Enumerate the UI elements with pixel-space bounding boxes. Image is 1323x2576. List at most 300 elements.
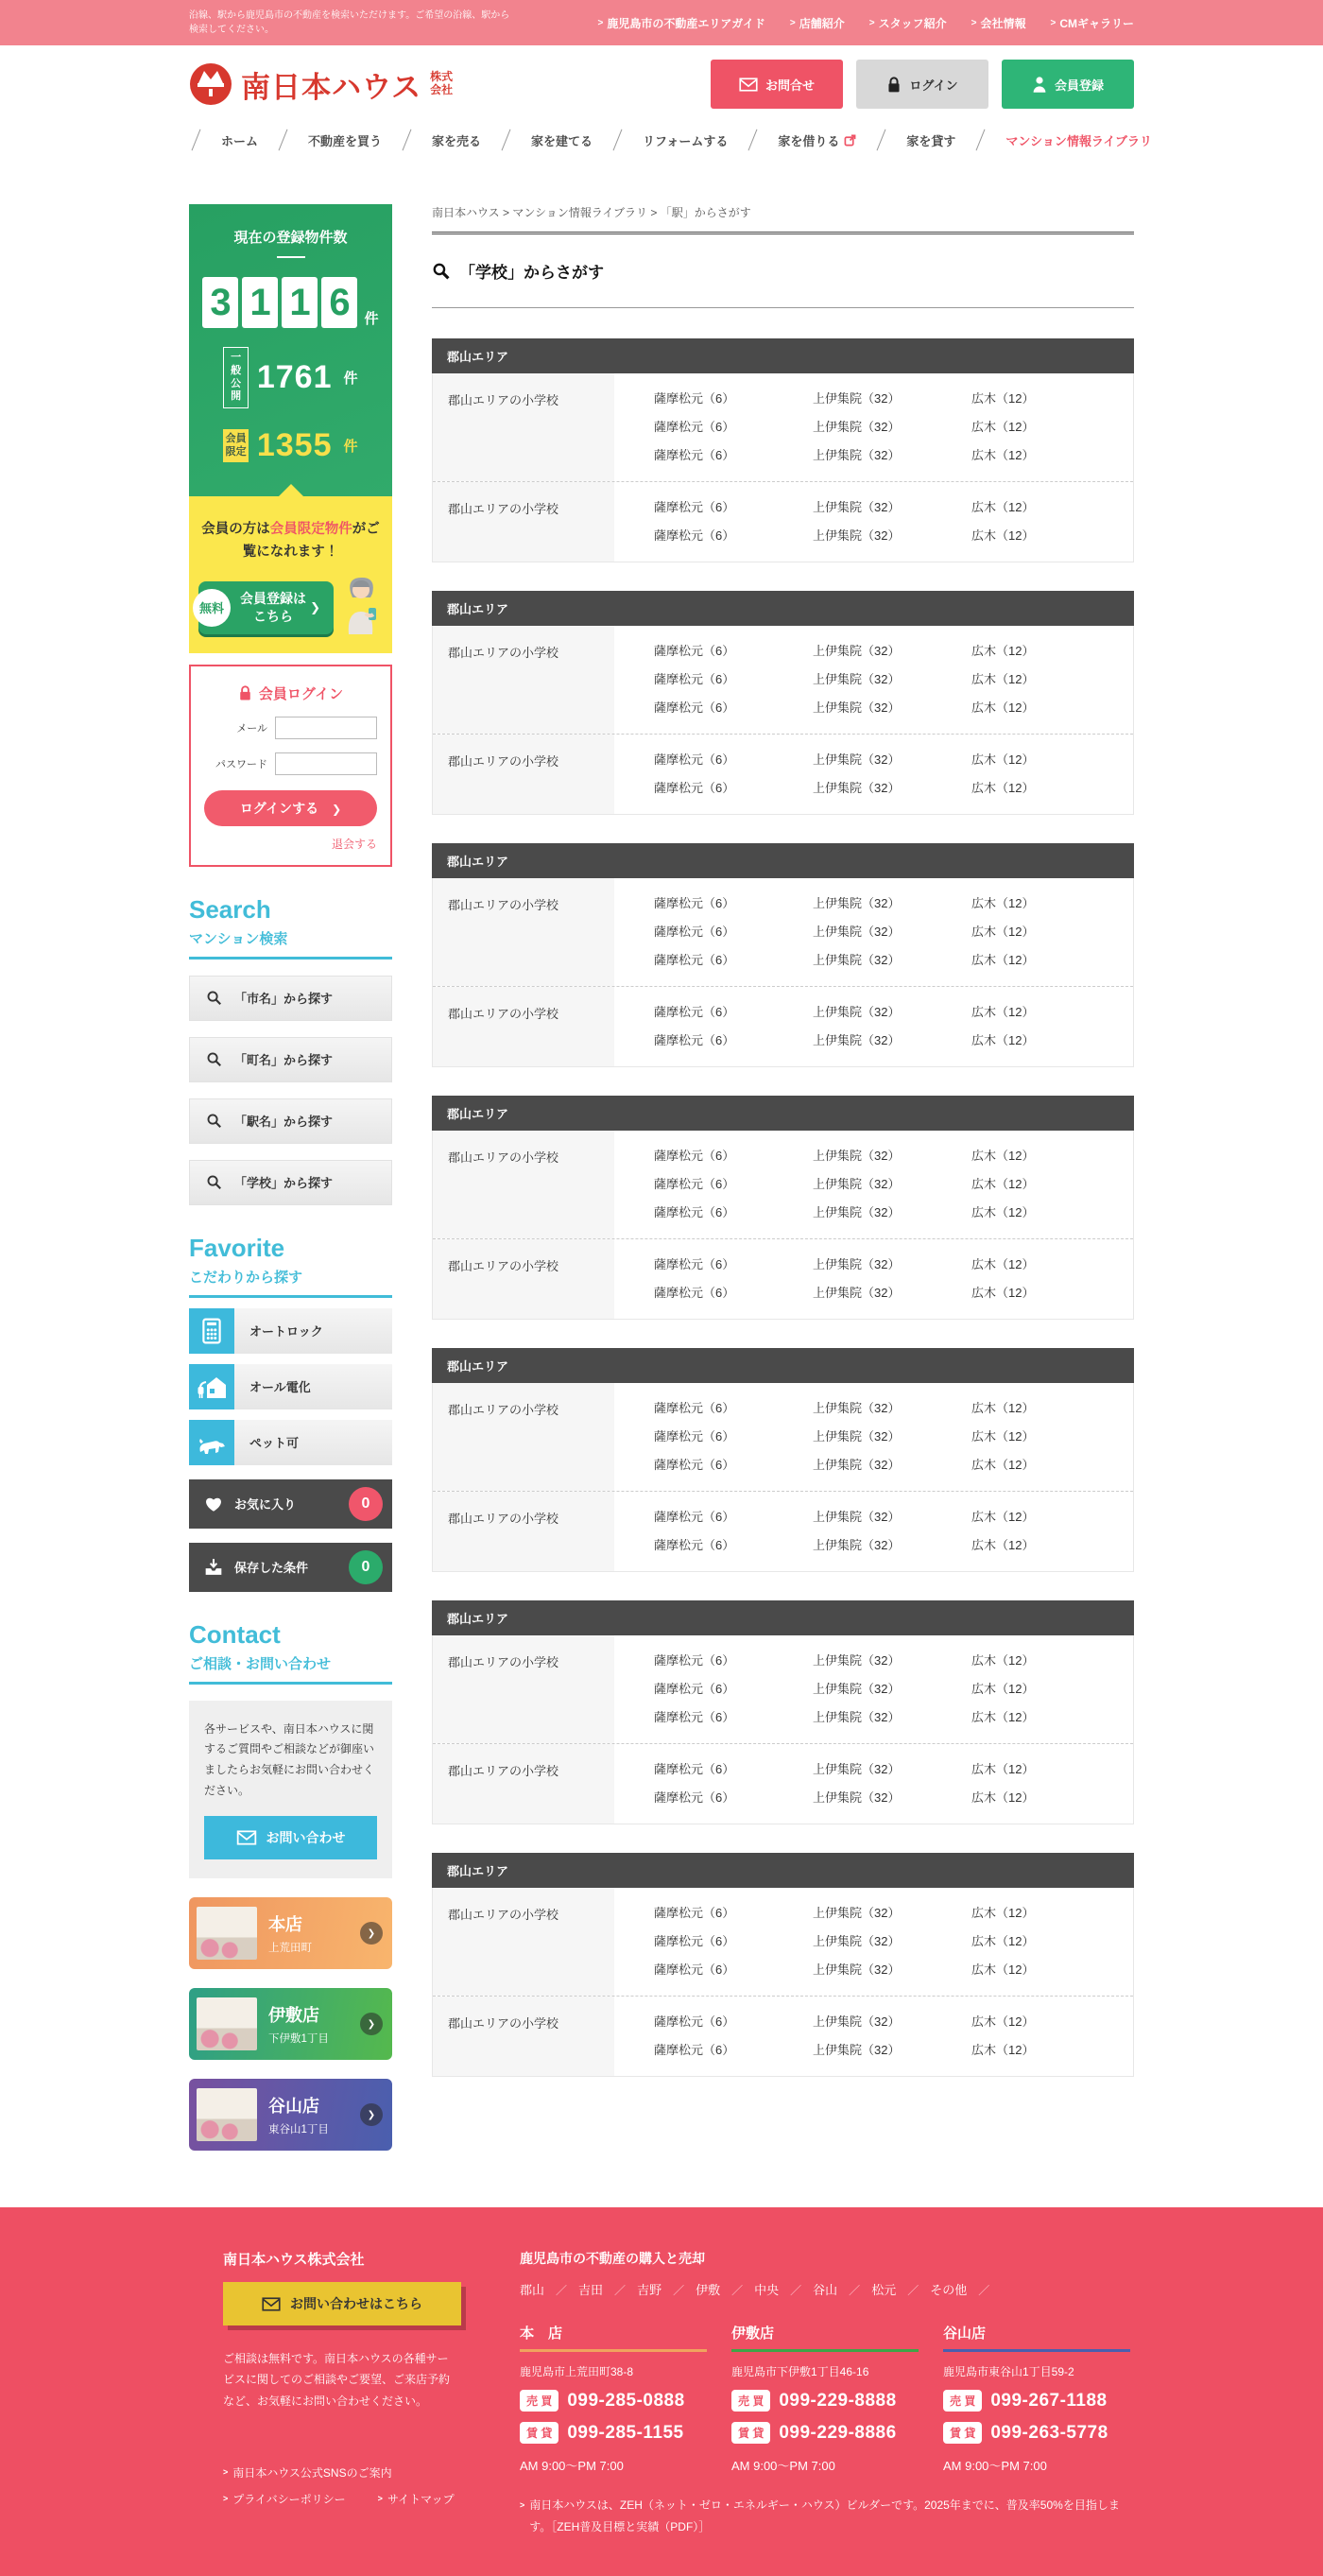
logo[interactable] [189,62,454,106]
school-links [614,987,1133,1066]
footer-area-link[interactable]: 松元 [871,2283,897,2298]
store-hours: AM 9:00～PM 7:00 [943,2459,1047,2474]
school-name: 郡山エリアの小学校 [433,1744,614,1824]
district-link[interactable]: 上伊集院（32） [813,1205,901,1219]
chevron-right-icon [310,599,320,616]
district-link[interactable]: 広木（12） [971,1033,1035,1047]
district-link[interactable]: 広木（12） [971,1458,1035,1472]
nav-link[interactable]: リフォームする [643,133,729,148]
footer-area-item [637,2280,696,2298]
district-link[interactable]: 広木（12） [971,391,1035,406]
area-section [432,1600,1134,1824]
favorites-count-badge: 0 [349,1487,383,1521]
promo-text: 会員の方は会員限定物件がご覧になれます！ [201,522,380,560]
district-link[interactable]: 薩摩松元（6） [654,896,735,910]
district-link[interactable]: 上伊集院（32） [813,500,901,514]
rent-phone[interactable]: 099-229-8886 [779,2422,897,2443]
school-row [433,1744,1133,1824]
school-row [433,373,1133,481]
nav-separator [403,130,412,151]
link-row [654,1251,1133,1279]
slash-separator: ／ [978,2284,990,2298]
district-link[interactable]: 上伊集院（32） [813,1429,901,1444]
district-link[interactable]: 広木（12） [971,528,1035,543]
area-body [432,373,1134,562]
district-link[interactable]: 広木（12） [971,781,1035,795]
saved-conditions-count-badge: 0 [349,1550,383,1584]
link-row [654,1503,1133,1531]
school-name: 郡山エリアの小学校 [433,1635,614,1743]
nav-list [0,129,1323,151]
district-link[interactable]: 広木（12） [971,925,1035,939]
district-link[interactable]: 広木（12） [971,1257,1035,1271]
district-link[interactable]: 薩摩松元（6） [654,2014,735,2029]
district-link[interactable]: 広木（12） [971,500,1035,514]
district-link[interactable]: 薩摩松元（6） [654,1710,735,1724]
district-link[interactable]: 上伊集院（32） [813,781,901,795]
slash-separator: ／ [907,2284,919,2298]
district-link[interactable]: 上伊集院（32） [813,1458,901,1472]
logo-text: 南日本ハウス [241,70,422,104]
user-icon [1032,76,1047,93]
shop-card[interactable] [189,1897,392,1969]
free-badge: 無料 [193,589,231,627]
favorite-item-autolock[interactable]: オートロック [189,1308,392,1354]
login-title: 会員ログイン [204,683,377,703]
area-header: 郡山エリア [432,338,1134,373]
footer-contact-button[interactable]: お問い合わせはこちら [223,2282,461,2325]
district-link[interactable]: 薩摩松元（6） [654,781,735,795]
nav-item [258,129,382,151]
district-link[interactable]: 広木（12） [971,1710,1035,1724]
login-submit-button[interactable]: ログインする ❯ [204,790,377,826]
district-link[interactable]: 薩摩松元（6） [654,1538,735,1552]
district-link[interactable]: 薩摩松元（6） [654,1906,735,1920]
all-electric-house-icon [189,1364,234,1409]
property-count-widget: 現在の登録物件数 3 1 1 6 件 一般公開 1761 件 会員限定 1355 件 会員の方は会員限定物件がご覧になれます！ 無料 会員登録は こちら ❯ [189,204,392,653]
link-row [654,441,1133,470]
link-row [654,493,1133,522]
email-input[interactable] [275,717,377,739]
area-header: 郡山エリア [432,1853,1134,1888]
link-row [654,1199,1133,1227]
footer-area-item [871,2280,930,2298]
district-link[interactable]: 広木（12） [971,1149,1035,1163]
topbar-link[interactable]: > 鹿児島市の不動産エリアガイド [598,15,765,31]
district-link[interactable]: 上伊集院（32） [813,1762,901,1776]
public-badge: 一般公開 [223,347,248,408]
school-row [433,987,1133,1066]
district-link[interactable]: 広木（12） [971,2014,1035,2029]
district-link[interactable]: 広木（12） [971,1177,1035,1191]
area-section [432,338,1134,562]
link-row [654,1531,1133,1560]
district-link[interactable]: 広木（12） [971,1401,1035,1415]
district-link[interactable]: 上伊集院（32） [813,1149,901,1163]
store-address: 鹿児島市東谷山1丁目59-2 [943,2365,1074,2379]
slash-separator: ／ [614,2284,627,2298]
footer-link[interactable]: > サイトマップ [378,2491,455,2507]
dog-icon [189,1420,234,1465]
store-accent-rule [943,2349,1130,2352]
district-link[interactable]: 広木（12） [971,644,1035,658]
district-link[interactable]: 薩摩松元（6） [654,1510,735,1524]
district-link[interactable]: 広木（12） [971,1762,1035,1776]
topbar-link[interactable]: > CMギャラリー [1050,15,1134,31]
area-body [432,1383,1134,1572]
favorite-title: Favorite [189,1233,285,1262]
nav-link[interactable]: ホーム [220,133,258,148]
footer-area-link[interactable]: 中央 [754,2283,780,2298]
district-link[interactable]: 広木（12） [971,420,1035,434]
footer-area-item [520,2280,578,2298]
district-link[interactable]: 薩摩松元（6） [654,1458,735,1472]
link-row [654,666,1133,694]
district-link[interactable]: 上伊集院（32） [813,672,901,686]
district-link[interactable]: 上伊集院（32） [813,420,901,434]
district-link[interactable]: 薩摩松元（6） [654,420,735,434]
district-link[interactable]: 薩摩松元（6） [654,528,735,543]
link-row [654,1703,1133,1732]
district-link[interactable]: 上伊集院（32） [813,1033,901,1047]
district-link[interactable]: 薩摩松元（6） [654,1934,735,1948]
mail-icon [739,78,758,92]
count-digit: 1 [242,277,278,328]
district-link[interactable]: 広木（12） [971,1005,1035,1019]
chevron-right-icon [360,2013,383,2035]
register-button[interactable]: 会員登録 [1002,60,1134,109]
district-link[interactable]: 広木（12） [971,896,1035,910]
district-link[interactable]: 広木（12） [971,448,1035,462]
district-link[interactable]: 上伊集院（32） [813,448,901,462]
chevron-right-icon [332,801,341,816]
district-link[interactable]: 上伊集院（32） [813,1934,901,1948]
slash-separator: ／ [790,2284,802,2298]
district-link[interactable]: 広木（12） [971,752,1035,767]
store-accent-rule [731,2349,919,2352]
school-name: 郡山エリアの小学校 [433,1888,614,1996]
district-link[interactable]: 薩摩松元（6） [654,1429,735,1444]
footer-listing-title: 鹿児島市の不動産の購入と売却 [520,2251,705,2267]
school-name: 郡山エリアの小学校 [433,1383,614,1491]
district-link[interactable]: 薩摩松元（6） [654,500,735,514]
topbar [0,0,1323,45]
footer-stores [520,2323,1139,2474]
footer-zeh-note: > 南日本ハウスは、ZEH（ネット・ゼロ・エネルギー・ハウス）ビルダーです。2025年までに、普及率50%を目指します。［ZEH普及目標と実績（PDF）］ [520,2495,1139,2538]
sale-phone[interactable]: 099-229-8888 [779,2390,897,2411]
link-row [654,746,1133,774]
footer-area-link[interactable]: 伊敷 [696,2283,721,2298]
district-link[interactable]: 上伊集院（32） [813,953,901,967]
shop-card[interactable] [189,1988,392,2060]
chevron-right-icon [360,2103,383,2126]
shop-town: 下伊敷1丁目 [268,2033,329,2046]
contact-box [189,1701,392,1878]
district-link[interactable]: 上伊集院（32） [813,1906,901,1920]
district-link[interactable]: 上伊集院（32） [813,2043,901,2057]
topbar-link[interactable]: > 店舗紹介 [790,15,845,31]
search-icon [432,262,450,280]
search-section [189,894,392,1205]
member-login-box [189,665,392,867]
shop-photo [197,2088,257,2141]
main-nav [0,123,1323,164]
district-link[interactable]: 薩摩松元（6） [654,1005,735,1019]
search-icon [206,990,222,1006]
school-links [614,626,1133,734]
nav-link[interactable]: マンション情報ライブラリ [1005,133,1153,148]
link-row [654,2008,1133,2036]
count-widget-title: 現在の登録物件数 [200,227,381,258]
district-link[interactable]: 上伊集院（32） [813,752,901,767]
footer-area-link[interactable]: 谷山 [813,2283,838,2298]
main-content [432,204,1134,2151]
district-link[interactable]: 薩摩松元（6） [654,391,735,406]
school-links [614,482,1133,562]
district-link[interactable]: 広木（12） [971,1934,1035,1948]
slash-separator: ／ [673,2284,685,2298]
topbar-link[interactable]: > 会社情報 [971,15,1026,31]
school-name: 郡山エリアの小学校 [433,735,614,814]
district-link[interactable]: 薩摩松元（6） [654,925,735,939]
area-header: 郡山エリア [432,1600,1134,1635]
area-section [432,591,1134,815]
district-link[interactable]: 薩摩松元（6） [654,953,735,967]
district-link[interactable]: 上伊集院（32） [813,1286,901,1300]
logo-subtext: 株式会社 [430,70,454,96]
district-link[interactable]: 薩摩松元（6） [654,700,735,715]
footer-area-link[interactable]: 郡山 [520,2283,545,2298]
withdraw-link[interactable]: 退会する [331,837,377,851]
search-title: Search [189,894,271,924]
link-row [654,1899,1133,1928]
district-link[interactable]: 薩摩松元（6） [654,752,735,767]
district-link[interactable]: 上伊集院（32） [813,644,901,658]
sidebar [189,204,392,2151]
favorite-section [189,1233,392,1592]
divider [189,1682,392,1685]
shop-photo [197,1907,257,1960]
area-body [432,878,1134,1067]
password-input[interactable] [275,752,377,775]
store-hours: AM 9:00～PM 7:00 [731,2459,835,2474]
nav-item [728,129,856,151]
district-link[interactable]: 広木（12） [971,1962,1035,1977]
school-links [614,373,1133,481]
nav-link[interactable]: 不動産を買う [307,133,382,148]
favorite-item-all-electric[interactable]: オール電化 [189,1364,392,1409]
district-link[interactable]: 広木（12） [971,700,1035,715]
search-button[interactable]: 「駅名」から探す [189,1098,392,1144]
district-link[interactable]: 広木（12） [971,1790,1035,1805]
link-row [654,1027,1133,1055]
district-link[interactable]: 上伊集院（32） [813,1257,901,1271]
district-link[interactable]: 上伊集院（32） [813,1401,901,1415]
slash-separator: ／ [556,2284,568,2298]
nav-link[interactable]: 家を売る [431,133,481,148]
school-row [433,878,1133,986]
sidebar-contact-button[interactable]: お問い合わせ [204,1816,377,1859]
favorite-subtitle: こだわりから探す [189,1269,303,1286]
area-section [432,1096,1134,1320]
district-link[interactable]: 薩摩松元（6） [654,1790,735,1805]
nav-link[interactable]: 家を貸す [906,133,956,148]
district-link[interactable]: 薩摩松元（6） [654,1762,735,1776]
footer-area-item [754,2280,813,2298]
district-link[interactable]: 上伊集院（32） [813,1005,901,1019]
school-links [614,1888,1133,1996]
district-link[interactable]: 広木（12） [971,672,1035,686]
footer-area-links [520,2280,1139,2298]
district-link[interactable]: 薩摩松元（6） [654,1401,735,1415]
footer-store [943,2323,1130,2474]
district-link[interactable]: 上伊集院（32） [813,896,901,910]
district-link[interactable]: 広木（12） [971,1653,1035,1668]
search-button[interactable]: 「学校」から探す [189,1160,392,1205]
district-link[interactable]: 上伊集院（32） [813,1710,901,1724]
district-link[interactable]: 薩摩松元（6） [654,1257,735,1271]
footer-area-item [578,2280,637,2298]
area-section [432,1853,1134,2077]
district-link[interactable]: 上伊集院（32） [813,1510,901,1524]
sale-badge: 売 買 [943,2390,982,2412]
footer-link[interactable]: > プライバシーポリシー [223,2491,346,2507]
district-link[interactable]: 上伊集院（32） [813,528,901,543]
school-row [433,1635,1133,1743]
rent-phone[interactable]: 099-263-5778 [990,2422,1108,2443]
rent-badge: 賃 貸 [520,2422,558,2444]
link-row [654,2036,1133,2065]
nav-item [593,129,728,151]
contact-button[interactable]: お問合せ [711,60,843,109]
district-link[interactable]: 薩摩松元（6） [654,1286,735,1300]
search-button[interactable]: 「町名」から探す [189,1037,392,1082]
breadcrumb: 南日本ハウス > マンション情報ライブラリ > 「駅」からさがす [432,204,1134,234]
district-link[interactable]: 広木（12） [971,1286,1035,1300]
chevron-right-icon [378,2494,383,2503]
area-header: 郡山エリア [432,591,1134,626]
school-links [614,878,1133,986]
district-link[interactable]: 上伊集院（32） [813,1962,901,1977]
area-section [432,1348,1134,1572]
footer-store [731,2323,919,2474]
district-link[interactable]: 広木（12） [971,1510,1035,1524]
link-row [654,1675,1133,1703]
slash-separator: ／ [731,2284,744,2298]
area-header: 郡山エリア [432,1348,1134,1383]
footer-left [189,2249,491,2538]
keypad-icon [189,1308,234,1354]
district-link[interactable]: 上伊集院（32） [813,1177,901,1191]
district-link[interactable]: 薩摩松元（6） [654,672,735,686]
footer-right [491,2249,1139,2538]
member-promo [189,496,392,653]
favorites-count-button[interactable]: お気に入り 0 [189,1479,392,1529]
district-link[interactable]: 薩摩松元（6） [654,1682,735,1696]
area-body [432,1131,1134,1320]
district-link[interactable]: 上伊集院（32） [813,925,901,939]
district-link[interactable]: 広木（12） [971,1906,1035,1920]
nav-link[interactable]: 家を建てる [531,133,593,148]
store-hours: AM 9:00～PM 7:00 [520,2459,624,2474]
district-link[interactable]: 上伊集院（32） [813,1538,901,1552]
school-name: 郡山エリアの小学校 [433,1239,614,1319]
link-row [654,946,1133,975]
search-button[interactable]: 「市名」から探す [189,976,392,1021]
chevron-right-icon [223,2467,228,2477]
login-button[interactable]: ログイン [856,60,988,109]
district-link[interactable]: 広木（12） [971,1429,1035,1444]
member-register-cta[interactable]: 無料 会員登録は こちら ❯ [198,581,334,634]
nav-item [382,129,481,151]
district-link[interactable]: 広木（12） [971,1538,1035,1552]
footer-area-link[interactable]: 吉田 [578,2283,604,2298]
district-link[interactable]: 上伊集院（32） [813,1653,901,1668]
district-link[interactable]: 広木（12） [971,1205,1035,1219]
link-row [654,774,1133,803]
footer-area-link[interactable]: 吉野 [637,2283,662,2298]
school-links [614,1383,1133,1491]
nav-link[interactable]: 家を借りる [778,131,856,149]
sale-phone[interactable]: 099-267-1188 [990,2390,1108,2411]
shop-card[interactable] [189,2079,392,2151]
footer-company-name: 南日本ハウス株式会社 [223,2252,365,2269]
favorite-item-pets[interactable]: ペット可 [189,1420,392,1465]
district-link[interactable]: 薩摩松元（6） [654,2043,735,2057]
district-link[interactable]: 広木（12） [971,2043,1035,2057]
district-link[interactable]: 広木（12） [971,1682,1035,1696]
district-link[interactable]: 上伊集院（32） [813,2014,901,2029]
link-row [654,1451,1133,1479]
school-row [433,1239,1133,1319]
district-link[interactable]: 上伊集院（32） [813,1682,901,1696]
district-link[interactable]: 上伊集院（32） [813,700,901,715]
topbar-link[interactable]: > スタッフ紹介 [869,15,947,31]
district-link[interactable]: 薩摩松元（6） [654,1653,735,1668]
district-link[interactable]: 薩摩松元（6） [654,1205,735,1219]
contact-title: Contact [189,1619,281,1649]
district-link[interactable]: 薩摩松元（6） [654,644,735,658]
rent-badge: 賃 貸 [731,2422,770,2444]
district-link[interactable]: 広木（12） [971,953,1035,967]
district-link[interactable]: 上伊集院（32） [813,391,901,406]
contact-subtitle: ご相談・お問い合わせ [189,1655,332,1672]
district-link[interactable]: 薩摩松元（6） [654,1033,735,1047]
search-buttons [189,976,392,1205]
district-link[interactable]: 薩摩松元（6） [654,1962,735,1977]
footer-area-link[interactable]: その他 [930,2283,968,2298]
link-row [654,1956,1133,1984]
sale-phone[interactable]: 099-285-0888 [567,2390,685,2411]
footer-link[interactable]: > 南日本ハウス公式SNSのご案内 [223,2464,392,2481]
district-link[interactable]: 薩摩松元（6） [654,1177,735,1191]
district-link[interactable]: 薩摩松元（6） [654,1149,735,1163]
topbar-links [598,15,1134,31]
district-link[interactable]: 上伊集院（32） [813,1790,901,1805]
saved-conditions-button[interactable]: 保存した条件 0 [189,1543,392,1592]
school-links [614,1744,1133,1824]
search-icon [206,1174,222,1190]
header-buttons [711,60,1134,109]
area-body [432,626,1134,815]
district-link[interactable]: 薩摩松元（6） [654,448,735,462]
nav-separator [877,130,886,151]
public-count-row: 一般公開 1761 件 [200,347,381,408]
woman-illustration [337,576,383,634]
member-count-row: 会員限定 1355 件 [200,427,381,464]
rent-phone[interactable]: 099-285-1155 [567,2422,684,2443]
school-name: 郡山エリアの小学校 [433,987,614,1066]
